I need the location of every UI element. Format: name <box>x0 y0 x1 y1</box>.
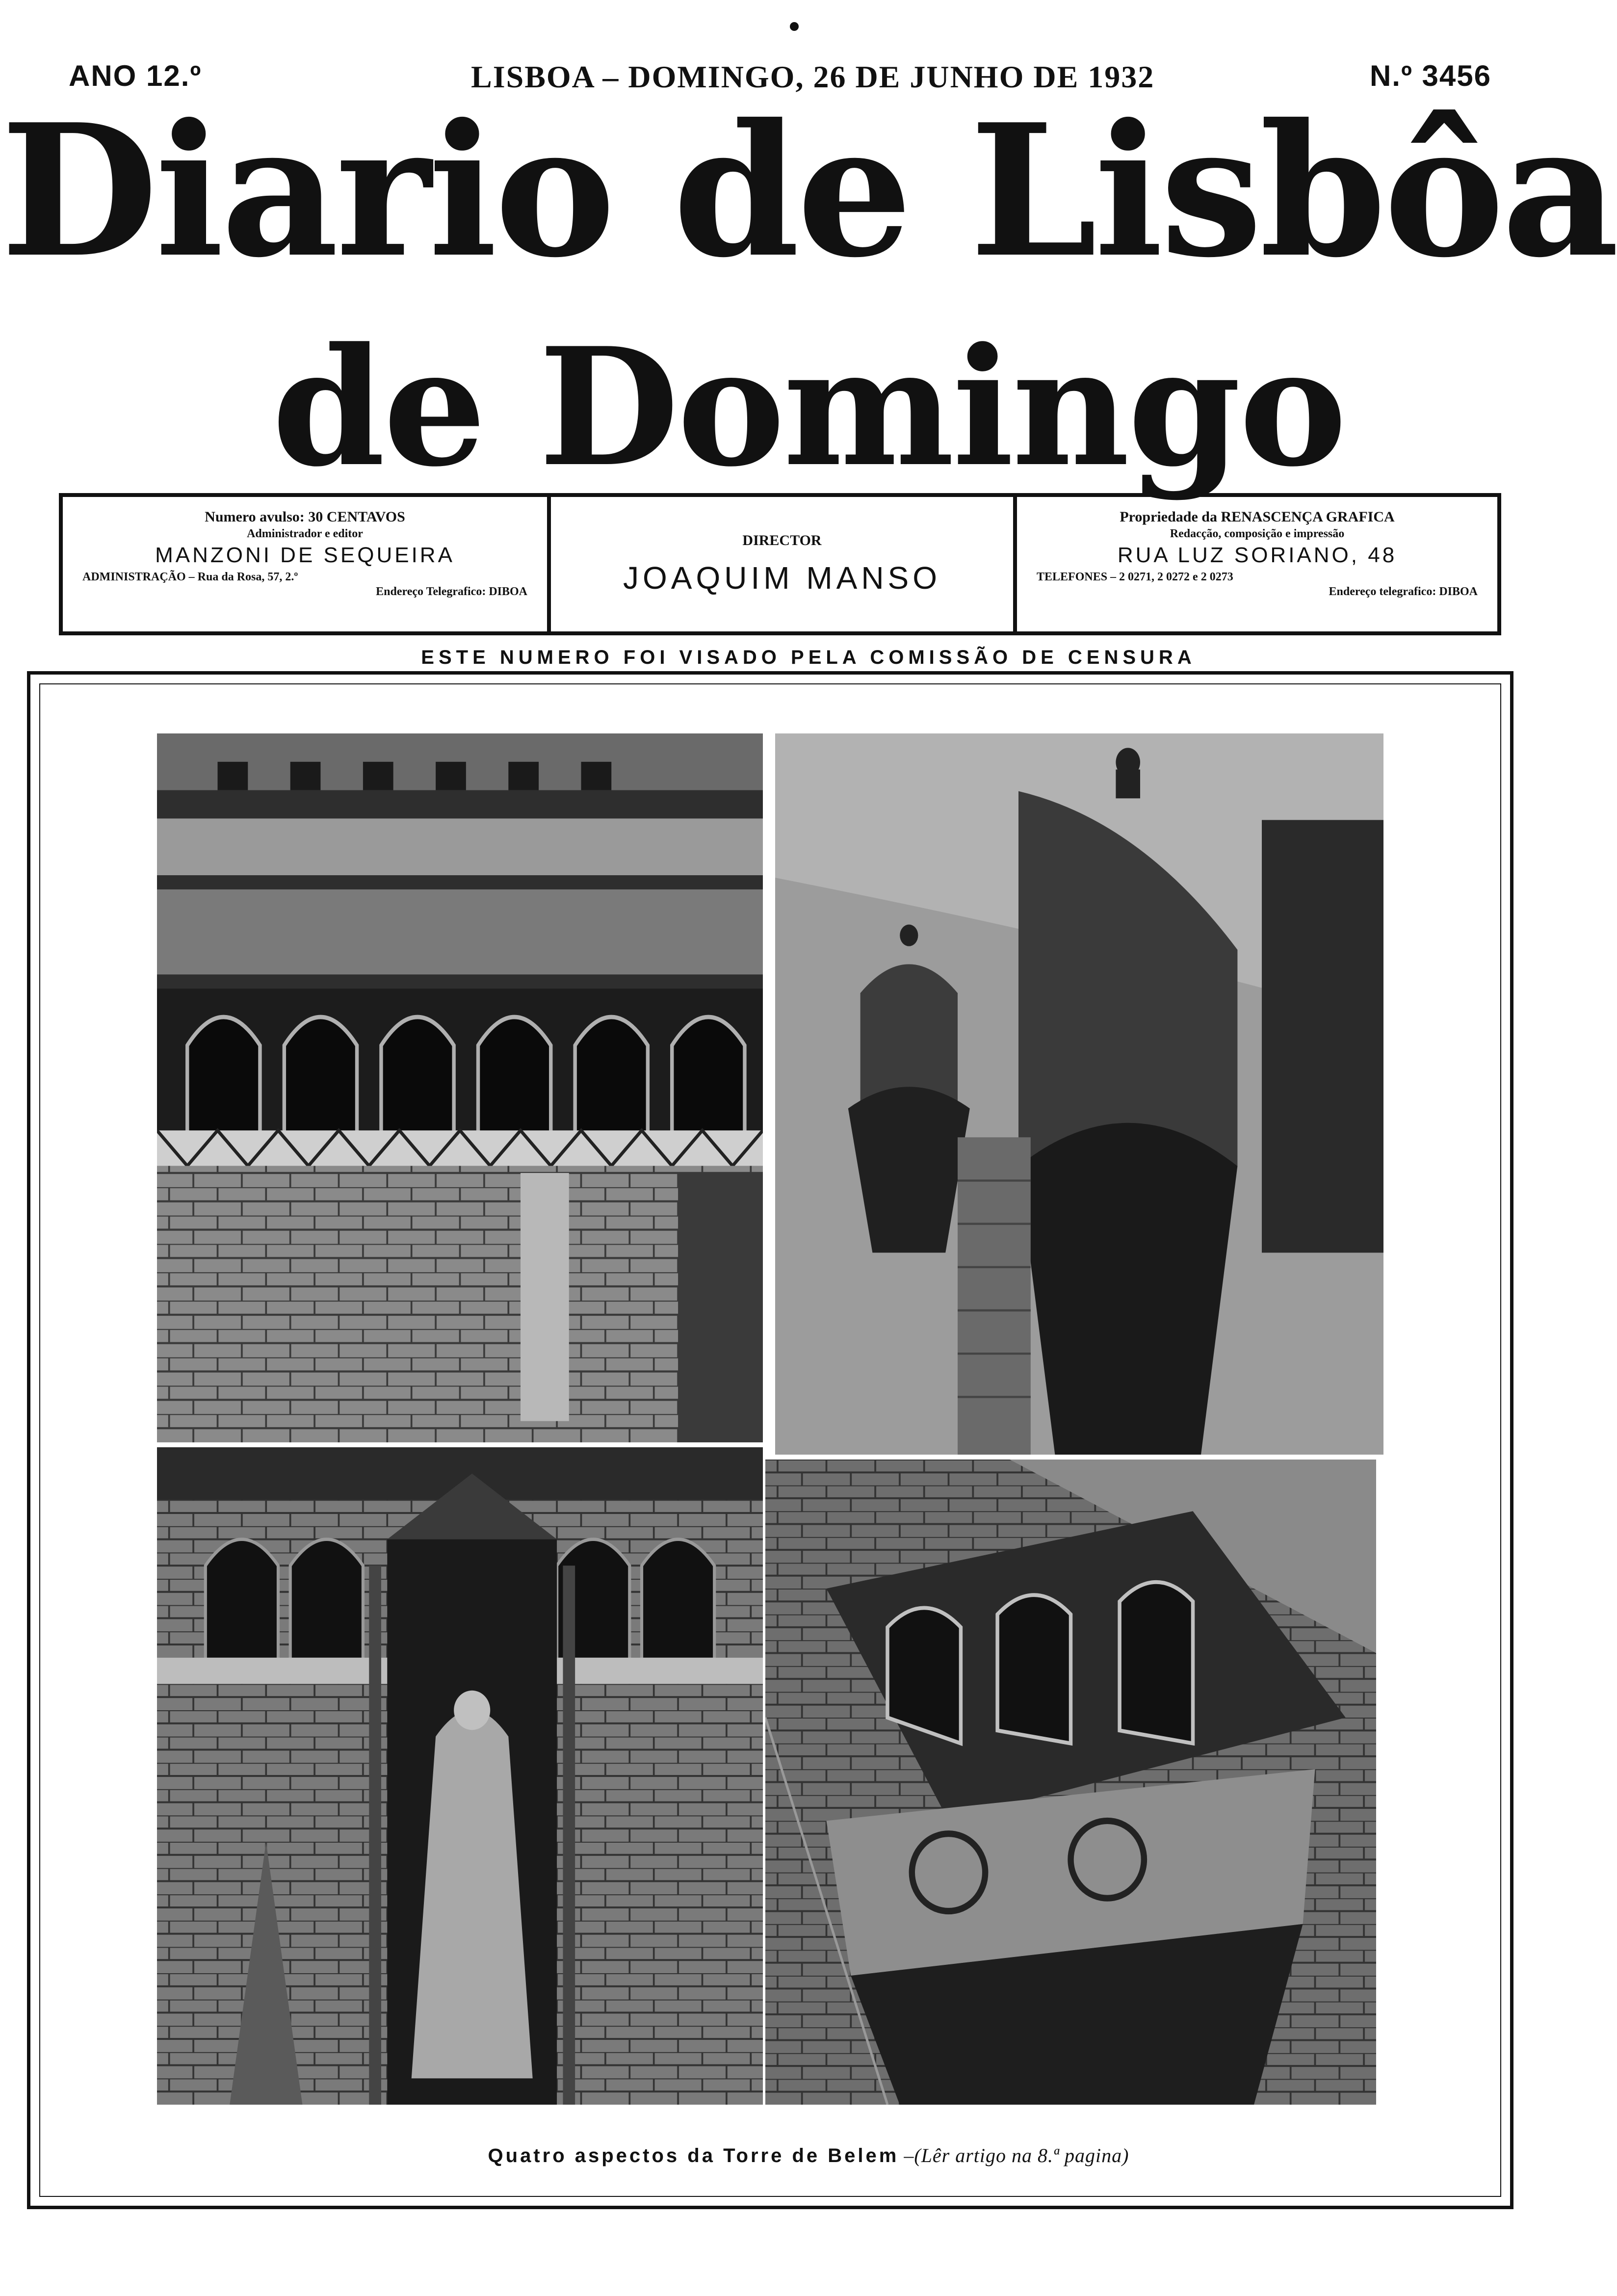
director-label: DIRECTOR <box>742 532 822 548</box>
caption-main: Quatro aspectos da Torre de Belem <box>488 2145 899 2166</box>
services-line: Redacção, composição e impressão <box>1170 527 1345 540</box>
photo-turret-image <box>775 733 1383 1455</box>
price-line: Numero avulso: 30 CENTAVOS <box>205 509 405 525</box>
photo-caption <box>0 2144 1617 2167</box>
admin-name: MANZONI DE SEQUEIRA <box>155 543 455 567</box>
info-box <box>59 493 1501 635</box>
admin-label: Administrador e editor <box>247 527 363 540</box>
photo-tower-loggia <box>157 733 763 1442</box>
caption-note: –(Lêr artigo na 8.ª pagina) <box>904 2144 1129 2166</box>
info-center <box>551 497 1017 631</box>
photo-turret <box>775 733 1383 1455</box>
info-right <box>1017 497 1497 631</box>
director-name: JOAQUIM MANSO <box>623 560 941 596</box>
photo-statue-niche-image <box>157 1447 763 2105</box>
photo-balcony-image <box>765 1460 1376 2105</box>
masthead-title: Diario de Lisbôa <box>0 85 1617 298</box>
admin-address: ADMINISTRAÇÃO – Rua da Rosa, 57, 2.º <box>82 571 298 583</box>
telegraph-left: Endereço Telegrafico: DIBOA <box>376 585 527 598</box>
censorship-notice: ESTE NUMERO FOI VISADO PELA COMISSÃO DE CENSURA <box>421 647 1196 668</box>
issue-number: N.º 3456 <box>1369 59 1491 92</box>
photo-tower-loggia-image <box>157 733 763 1442</box>
dateline: LISBOA – DOMINGO, 26 DE JUNHO DE 1932 <box>471 59 1155 94</box>
photo-statue-niche <box>157 1447 763 2105</box>
photo-balcony <box>765 1460 1376 2105</box>
year-label: ANO 12.º <box>69 59 202 92</box>
ink-speck <box>790 22 799 31</box>
masthead-subtitle: de Domingo <box>272 312 1345 502</box>
telegraph-right: Endereço telegrafico: DIBOA <box>1329 585 1478 598</box>
owner-address: RUA LUZ SORIANO, 48 <box>1117 543 1397 567</box>
phones-line: TELEFONES – 2 0271, 2 0272 e 2 0273 <box>1037 571 1233 583</box>
owner-line: Propriedade da RENASCENÇA GRAFICA <box>1120 509 1395 525</box>
info-left <box>63 497 551 631</box>
